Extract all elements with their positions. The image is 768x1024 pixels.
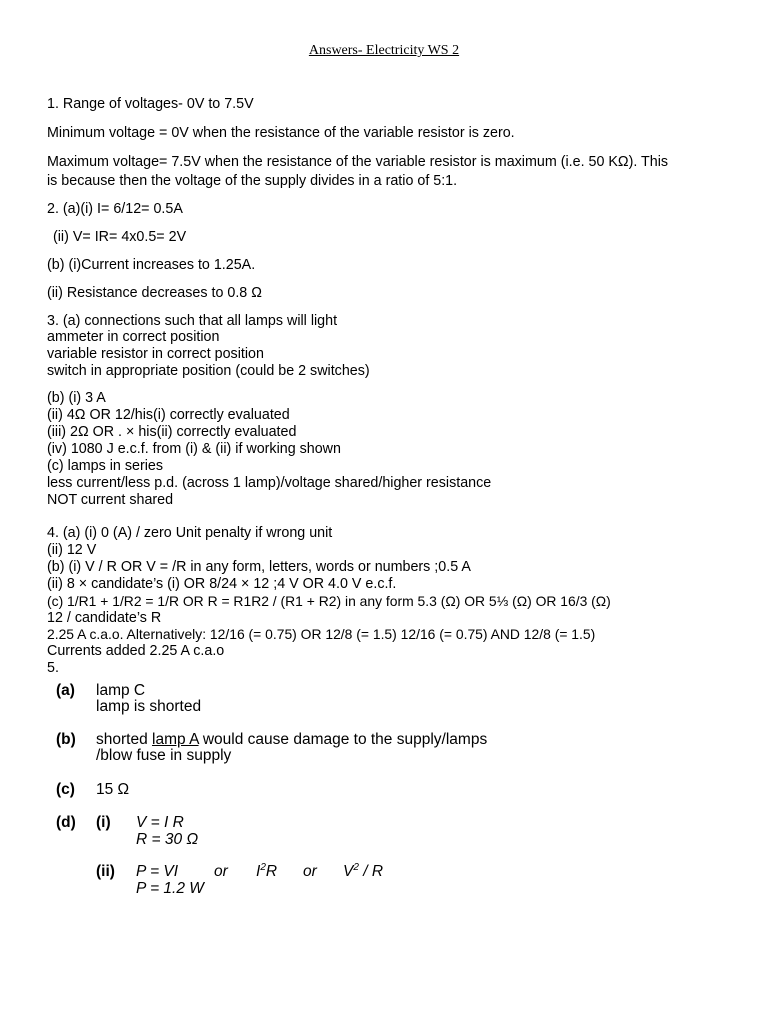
q3-line-11: NOT current shared [47,492,174,508]
q5-formula-2-exponent: 2 [260,861,266,873]
q5-b-lamp-a-underlined: lamp A [152,731,199,748]
q3-line-4: switch in appropriate position (could be 2 switches) [47,363,370,379]
page-title: Answers- Electricity WS 2 [308,43,460,58]
q5-c-label: (c) [56,781,75,798]
q4-line-3: (b) (i) V / R OR V = /R in any form, letters, words or numbers ;0.5 A [47,559,471,575]
q1-line-2: Minimum voltage = 0V when the resistance of the variable resistor is zero. [47,125,515,141]
q3-line-9: (c) lamps in series [47,458,163,474]
q5-d-label: (d) [56,814,76,831]
q4-line-4: (ii) 8 × candidate’s (i) OR 8/24 × 12 ;4 V OR 4.0 V e.c.f. [47,576,397,592]
q3-line-6: (ii) 4Ω OR 12/his(i) correctly evaluated [47,407,290,423]
q5-c-line-1: 15 Ω [96,781,130,798]
q5-b-text-pre: shorted [96,731,153,748]
q1-line-1: 1. Range of voltages- 0V to 7.5V [47,96,254,112]
q3-line-2: ammeter in correct position [47,329,220,345]
q2-line-3: (b) (i)Current increases to 1.25A. [47,257,256,273]
q3-line-5: (b) (i) 3 A [47,390,106,406]
q5-d-i-label: (i) [96,814,111,831]
q3-line-7: (iii) 2Ω OR . × his(ii) correctly evaluated [47,424,297,440]
q4-line-6: 12 / candidate’s R [47,610,162,626]
q2-line-4: (ii) Resistance decreases to 0.8 Ω [47,285,262,301]
q1-line-4: is because then the voltage of the supply divides in a ratio of 5:1. [47,173,458,189]
q5-formula-3-tail: / R [358,863,384,880]
q3-line-10: less current/less p.d. (across 1 lamp)/voltage shared/higher resistance [47,475,492,491]
q5-d-ii-formula-1: P = VI [136,863,179,880]
q5-b-text-post: would cause damage to the supply/lamps [198,731,488,748]
q4-line-9: 5. [47,660,59,676]
q3-line-3: variable resistor in correct position [47,346,264,362]
q5-d-i-line-2: R = 30 Ω [136,831,199,848]
q4-line-5: (c) 1/R1 + 1/R2 = 1/R OR R = R1R2 / (R1 + R2) in any form 5.3 (Ω) OR 5⅓ (Ω) OR 16/3 (Ω) [47,593,611,609]
q1-line-3: Maximum voltage= 7.5V when the resistance of the variable resistor is maximum (i.e. 50 KΩ). This [47,154,669,170]
q4-line-8: Currents added 2.25 A c.a.o [47,643,225,659]
q3-line-8: (iv) 1080 J e.c.f. from (i) & (ii) if working shown [47,441,341,457]
q5-b-label: (b) [56,731,76,748]
q5-formula-2-base: I [256,863,261,880]
q5-formula-3-base: V [343,863,354,880]
q5-a-line-1: lamp C [96,682,146,699]
q5-d-i-line-1: V = I R [136,814,184,831]
q5-d-ii-formula-3 [343,863,383,880]
q4-line-1: 4. (a) (i) 0 (A) / zero Unit penalty if wrong unit [47,525,333,541]
q5-a-line-2: lamp is shorted [96,698,202,715]
q4-line-7: 2.25 A c.a.o. Alternatively: 12/16 (= 0.75) OR 12/8 (= 1.5) 12/16 (= 0.75) AND 12/8 (= 1.5) [47,626,596,642]
q4-line-2: (ii) 12 V [47,542,97,558]
q5-b-line-2: /blow fuse in supply [96,747,232,764]
q5-formula-3-exponent: 2 [353,861,359,873]
q2-line-2: (ii) V= IR= 4x0.5= 2V [53,229,187,245]
q2-line-1: 2. (a)(i) I= 6/12= 0.5A [47,201,183,217]
q5-d-ii-or-1: or [214,863,228,880]
q3-line-1: 3. (a) connections such that all lamps will light [47,313,338,329]
q5-d-ii-line-2: P = 1.2 W [136,880,204,897]
q5-d-ii-label: (ii) [96,863,115,880]
q5-formula-2-tail: R [265,863,278,880]
q5-b-line-1 [96,731,487,748]
q5-d-ii-or-2: or [303,863,317,880]
q5-a-label: (a) [56,682,75,699]
q5-d-ii-formula-2 [256,863,277,880]
